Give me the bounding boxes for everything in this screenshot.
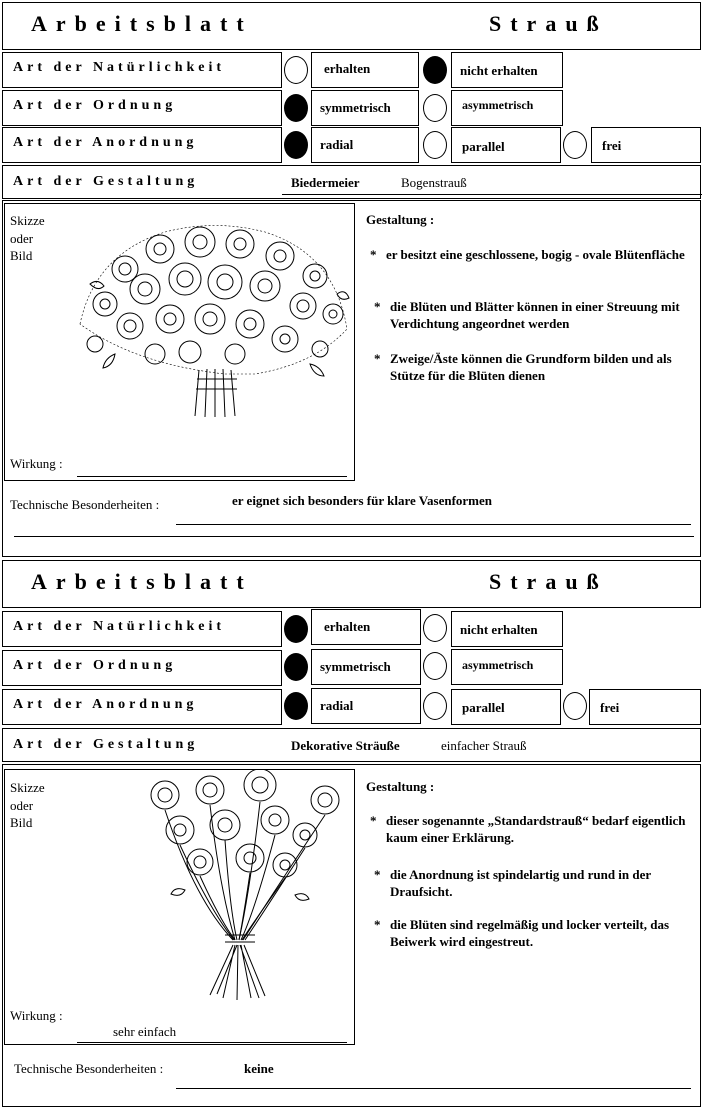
gestaltung-underline [282,194,702,195]
row-label: Art der Natürlichkeit [13,60,226,75]
wirkung-label: Wirkung : [10,456,63,471]
technik-value: keine [244,1061,274,1076]
technik-value: er eignet sich besonders für klare Vasenformen [232,493,492,508]
checkbox-asymmetrisch[interactable] [423,94,447,122]
title-right: Strauß [489,569,608,594]
bullet-text: er besitzt eine geschlossene, bogig - ovale Blütenfläche [386,247,685,262]
option-label: parallel [462,139,505,154]
row-ordnung-label [2,650,282,686]
option-box-asymmetrisch [451,90,563,126]
option-box-frei [589,689,701,725]
gestaltung-heading: Gestaltung : [366,212,435,227]
bullet-text: Zweige/Äste können die Grundform bilden und als Stütze für die Blüten dienen [390,351,672,383]
option-label: asymmetrisch [462,658,534,672]
checkbox-asymmetrisch[interactable] [423,652,447,680]
option-box-parallel [451,127,561,163]
checkbox-erhalten[interactable] [284,56,308,84]
row-label: Art der Natürlichkeit [13,619,226,634]
bullet-star: * [370,813,377,828]
wirkung-underline [77,476,347,477]
technik-label: Technische Besonderheiten : [10,497,160,512]
option-label: nicht erhalten [460,622,538,637]
option-label: symmetrisch [320,659,391,674]
gestaltung-type: Biedermeier [291,175,360,190]
option-box-radial [311,688,421,724]
checkbox-nicht-erhalten[interactable] [423,614,447,642]
checkbox-erhalten[interactable] [284,615,308,643]
technik-label: Technische Besonderheiten : [14,1061,164,1076]
option-label: erhalten [324,61,371,76]
row-anordnung-label [2,689,282,725]
option-box-asymmetrisch [451,649,563,685]
bullet-text: die Blüten sind regelmäßig und locker verteilt, das Beiwerk wird eingestreut. [390,917,670,949]
option-box-frei [591,127,701,163]
row-label: Art der Anordnung [13,697,198,712]
row-label: Art der Gestaltung [13,737,199,752]
option-box-symmetrisch [311,649,421,685]
title-bar [2,2,701,50]
sketch-box [4,203,355,481]
option-label: radial [320,137,354,152]
checkbox-nicht-erhalten[interactable] [423,56,447,84]
title-right: Strauß [489,11,608,36]
sketch-label-bild: Bild [10,815,33,830]
option-label: parallel [462,700,505,715]
option-label: asymmetrisch [462,98,534,112]
option-box-symmetrisch [311,90,419,126]
bullet-text: dieser sogenannte „Standardstrauß“ bedarf eigentlich kaum einer Erklärung. [386,813,686,845]
row-label: Art der Gestaltung [13,174,199,189]
option-label: frei [602,138,622,153]
option-label: symmetrisch [320,100,391,115]
bullet-star: * [374,299,381,314]
sketch-label-skizze: Skizze [10,213,45,228]
gestaltung-subtype: einfacher Strauß [441,738,527,753]
technik-underline [176,524,691,525]
checkbox-frei[interactable] [563,692,587,720]
option-box-erhalten [311,609,421,645]
bullet-star: * [374,917,381,932]
worksheet-2 [0,558,703,1107]
sketch-label-bild: Bild [10,248,33,263]
checkbox-radial[interactable] [284,131,308,159]
bullet-star: * [370,247,377,262]
option-box-radial [311,127,419,163]
row-label: Art der Anordnung [13,135,198,150]
sketch-label-oder: oder [10,798,34,813]
option-box-parallel [451,689,561,725]
bullet-star: * [374,867,381,882]
title-left: Arbeitsblatt [31,11,253,36]
bullet-text: die Anordnung ist spindelartig und rund in der Draufsicht. [390,867,651,899]
carnation-bouquet-illustration [125,770,355,1000]
option-box-erhalten [311,52,419,88]
gestaltung-subtype: Bogenstrauß [401,175,467,190]
checkbox-symmetrisch[interactable] [284,653,308,681]
gestaltung-heading: Gestaltung : [366,779,435,794]
row-natuerlichkeit-label [2,611,282,647]
wirkung-label: Wirkung : [10,1008,63,1023]
option-label: radial [320,698,354,713]
checkbox-parallel[interactable] [423,131,447,159]
wirkung-underline [77,1042,347,1043]
sketch-label-oder: oder [10,231,34,246]
row-ordnung-label [2,90,282,126]
option-box-nicht-erhalten [451,611,563,647]
option-label: nicht erhalten [460,63,538,78]
title-left: Arbeitsblatt [31,569,253,594]
checkbox-symmetrisch[interactable] [284,94,308,122]
checkbox-parallel[interactable] [423,692,447,720]
row-gestaltung [2,728,701,762]
bullet-text: die Blüten und Blätter können in einer Streuung mit Verdichtung angeordnet werden [390,299,680,331]
option-label: frei [600,700,620,715]
checkbox-frei[interactable] [563,131,587,159]
row-label: Art der Ordnung [13,98,177,113]
technik-underline-2 [14,536,694,537]
checkbox-radial[interactable] [284,692,308,720]
sketch-box [4,769,355,1045]
option-label: erhalten [324,619,371,634]
wirkung-value: sehr einfach [113,1024,177,1039]
sketch-label-skizze: Skizze [10,780,45,795]
technik-underline [176,1088,691,1089]
row-label: Art der Ordnung [13,658,177,673]
gestaltung-type: Dekorative Sträuße [291,738,400,753]
row-anordnung-label [2,127,282,163]
biedermeier-bouquet-illustration [75,214,355,419]
title-bar [2,560,701,608]
row-natuerlichkeit-label [2,52,282,88]
option-box-nicht-erhalten [451,52,563,88]
bullet-star: * [374,351,381,366]
